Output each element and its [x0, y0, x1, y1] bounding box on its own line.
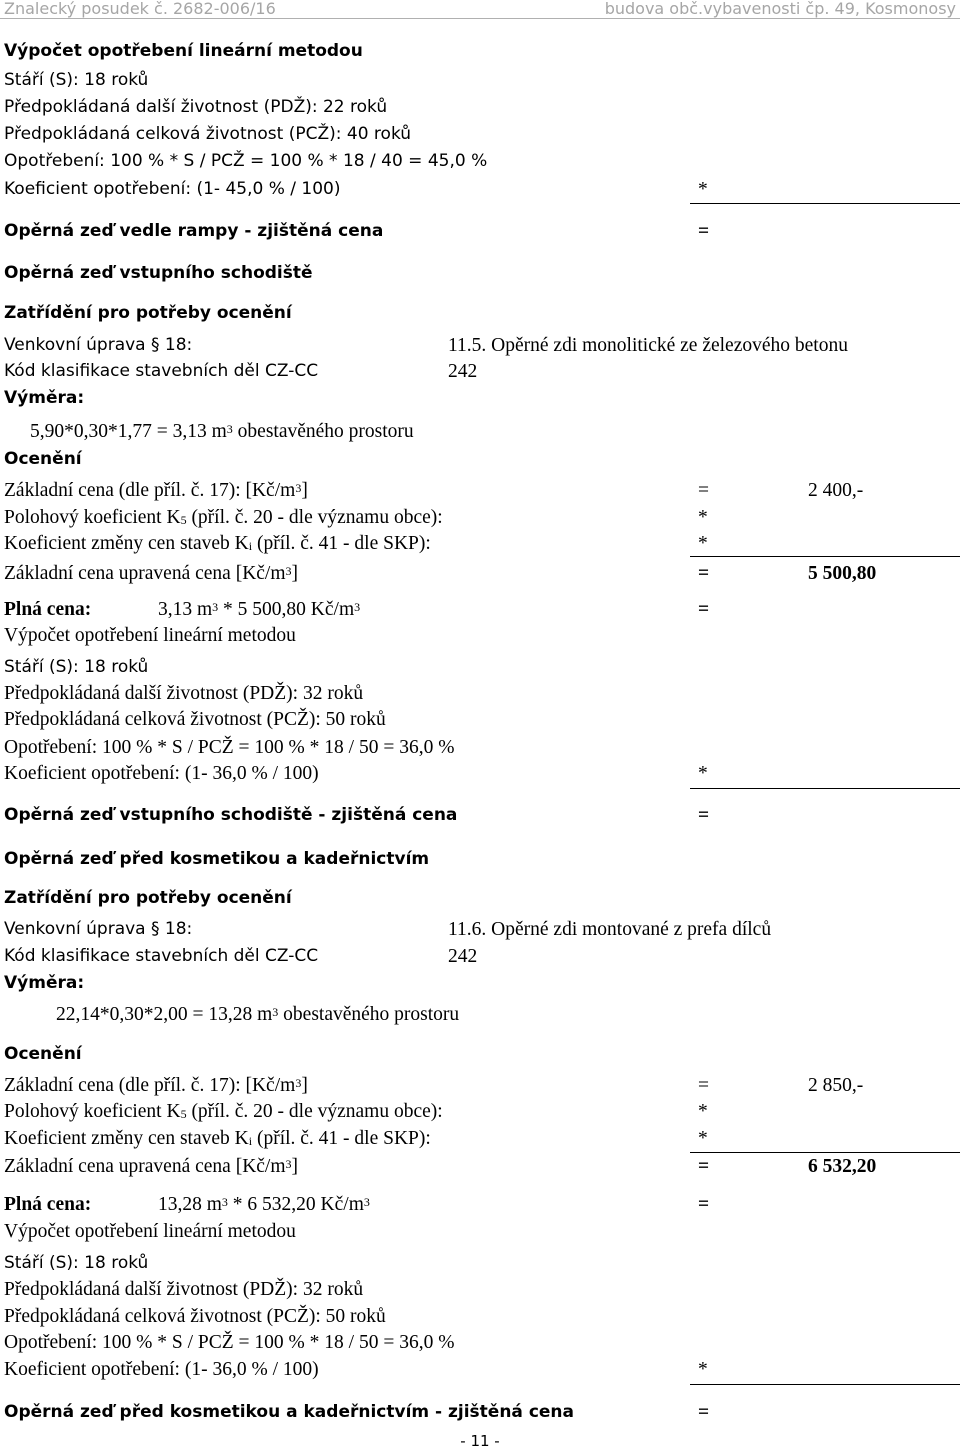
sum-underline [690, 203, 960, 204]
sum-underline [690, 1384, 960, 1385]
sum-underline [690, 1152, 960, 1153]
page-number: - 11 - [460, 1432, 500, 1450]
sum-underline [690, 556, 960, 557]
page-header [0, 0, 960, 19]
sum-underline [690, 788, 960, 789]
header-document-id: Znalecký posudek č. 2682-006/16 [4, 0, 276, 18]
header-building: budova obč.vybavenosti čp. 49, Kosmonosy [604, 0, 956, 18]
